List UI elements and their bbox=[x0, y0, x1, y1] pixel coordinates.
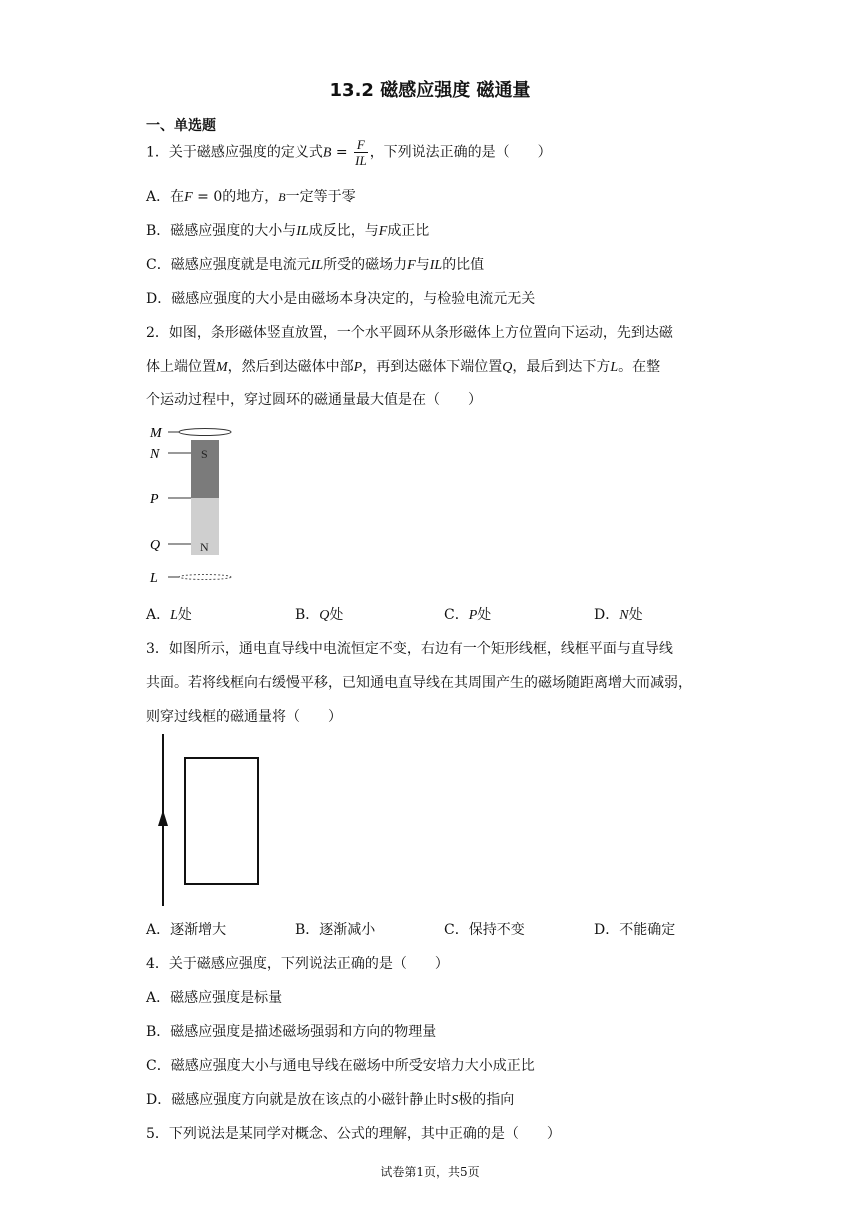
pole-label-s: S bbox=[201, 447, 208, 461]
ring-at-l bbox=[179, 575, 231, 580]
question-4-option-d: D．磁感应强度方向就是放在该点的小磁针静止时S极的指向 bbox=[146, 1092, 515, 1108]
question-1-stem: 1．关于磁感应强度的定义式B = $\frac{F}{IL}$ ，下列说法正确的是（ ） bbox=[146, 137, 552, 168]
definition-fraction: $\frac{F}{IL}$ bbox=[355, 137, 367, 168]
label-m: M bbox=[150, 426, 162, 441]
wire-and-loop-figure bbox=[150, 732, 270, 912]
question-3-option-b: B．逐渐减小 bbox=[295, 922, 376, 938]
label-q: Q bbox=[150, 538, 161, 553]
question-2-option-c: C．P处 bbox=[444, 607, 492, 623]
question-2-option-b: B．Q处 bbox=[295, 607, 344, 623]
question-1-option-d: D．磁感应强度的大小是由磁场本身决定的，与检验电流元无关 bbox=[146, 291, 536, 307]
section-heading: 一、单选题 bbox=[146, 118, 216, 134]
question-3-stem-line-3: 则穿过线框的磁通量将（ ） bbox=[146, 709, 342, 725]
question-3-stem-line-1: 3．如图所示，通电直导线中电流恒定不变，右边有一个矩形线框，线框平面与直导线 bbox=[146, 641, 673, 657]
current-arrow-icon bbox=[158, 810, 168, 826]
question-2-stem-line-3: 个运动过程中，穿过圆环的磁通量最大值是在（ ） bbox=[146, 392, 482, 408]
question-1-option-b: B．磁感应强度的大小与IL成反比，与F成正比 bbox=[146, 223, 430, 239]
label-p: P bbox=[150, 492, 159, 507]
question-2-stem-line-2: 体上端位置M，然后到达磁体中部P，再到达磁体下端位置Q，最后到达下方L。在整 bbox=[146, 359, 661, 375]
question-5-stem: 5．下列说法是某同学对概念、公式的理解，其中正确的是（ ） bbox=[146, 1126, 561, 1142]
page-footer: 试卷第1页，共5页 bbox=[380, 1165, 480, 1179]
question-4-stem: 4．关于磁感应强度，下列说法正确的是（ ） bbox=[146, 956, 449, 972]
ring-at-m bbox=[179, 429, 231, 436]
question-4-option-c: C．磁感应强度大小与通电导线在磁场中所受安培力大小成正比 bbox=[146, 1058, 535, 1074]
bar-magnet-figure bbox=[140, 420, 250, 590]
question-3-stem-line-2: 共面。若将线框向右缓慢平移，已知通电直导线在其周围产生的磁场随距离增大而减弱， bbox=[146, 675, 692, 691]
question-1-option-c: C．磁感应强度就是电流元IL所受的磁场力F与IL的比值 bbox=[146, 257, 485, 273]
label-n: N bbox=[150, 447, 160, 462]
page-title: 13.2 磁感应强度 磁通量 bbox=[329, 80, 531, 101]
question-3-option-c: C．保持不变 bbox=[444, 922, 525, 938]
question-4-option-a: A．磁感应强度是标量 bbox=[146, 990, 283, 1006]
question-2-option-a: A．L处 bbox=[146, 607, 192, 623]
question-1-option-a: A．在F = 0的地方，B一定等于零 bbox=[146, 189, 356, 205]
rectangular-loop bbox=[185, 758, 258, 884]
pole-label-n: N bbox=[200, 540, 209, 554]
question-2-stem-line-1: 2．如图，条形磁体竖直放置，一个水平圆环从条形磁体上方位置向下运动，先到达磁 bbox=[146, 325, 673, 341]
label-l: L bbox=[150, 571, 158, 586]
question-4-option-b: B．磁感应强度是描述磁场强弱和方向的物理量 bbox=[146, 1024, 437, 1040]
question-3-option-d: D．不能确定 bbox=[594, 922, 676, 938]
question-2-option-d: D．N处 bbox=[594, 607, 643, 623]
question-3-option-a: A．逐渐增大 bbox=[146, 922, 227, 938]
